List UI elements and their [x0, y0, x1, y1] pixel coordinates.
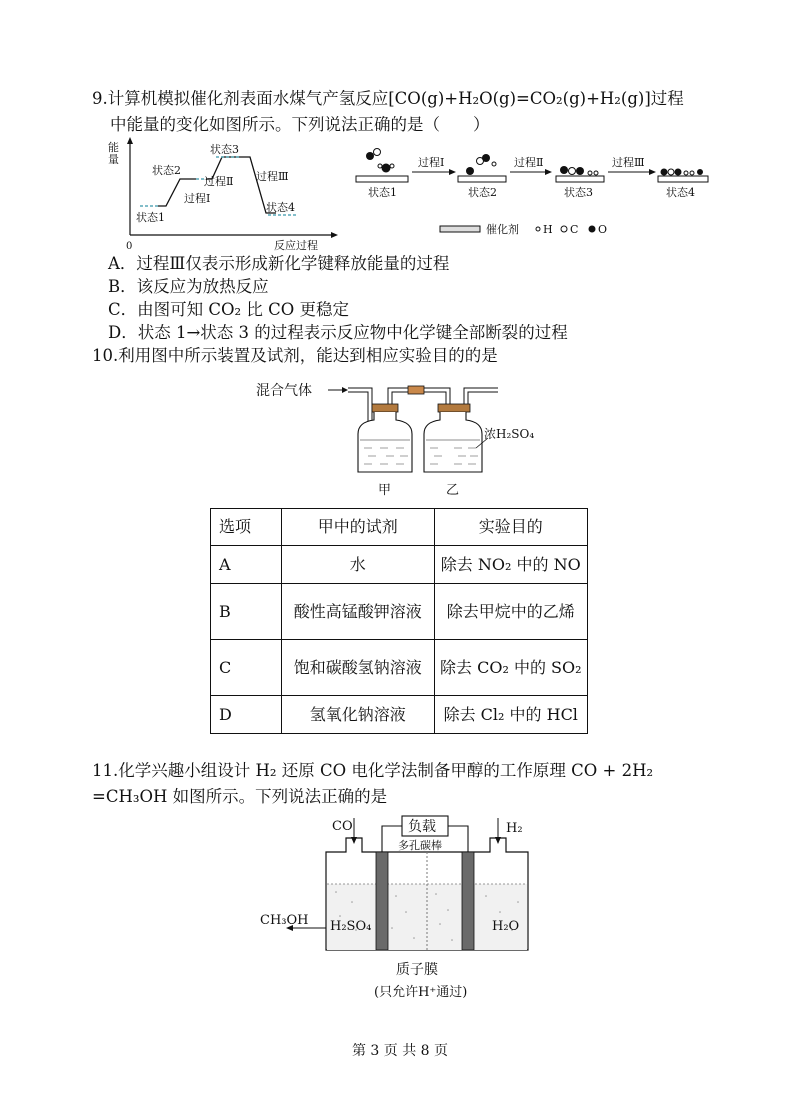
gas-washing-apparatus: [250, 376, 560, 500]
table-row: [211, 546, 588, 584]
model-process3: 过程Ⅲ: [612, 156, 645, 169]
th-option: 选项: [211, 509, 282, 546]
model-state1: 状态1: [368, 186, 397, 199]
label-state2: 状态2: [152, 164, 181, 177]
model-process2: 过程Ⅱ: [514, 156, 544, 169]
th-reagent: 甲中的试剂: [281, 509, 434, 546]
row-d-option: D: [211, 696, 282, 734]
row-c-goal: 除去 CO₂ 中的 SO₂: [434, 640, 587, 696]
row-b-reagent: 酸性高锰酸钾溶液: [281, 584, 434, 640]
model-state2: 状态2: [468, 186, 497, 199]
legend-o-dot: [589, 226, 596, 233]
state2-o2: [482, 154, 490, 162]
energy-diagram: [100, 135, 340, 253]
label-state3: 状态3: [210, 143, 239, 156]
row-a-option: A: [211, 546, 282, 584]
catalyst-model-diagram: [352, 146, 714, 246]
q9-option-b: B．该反应为放热反应: [108, 277, 269, 296]
row-a-reagent: 水: [281, 546, 434, 584]
th-goal: 实验目的: [434, 509, 587, 546]
arrow-head-2: [545, 169, 552, 175]
acid-label: 浓H₂SO₄: [484, 427, 535, 441]
gas-label: 混合气体: [256, 383, 312, 399]
q11-stem: [92, 758, 732, 810]
rubber-joint: [408, 386, 424, 394]
catalyst-bar-3: [556, 176, 604, 182]
catalyst-bar-2: [458, 176, 506, 182]
q11-line1: 11.化学兴趣小组设计 H₂ 还原 CO 电化学法制备甲醇的工作原理 CO + 2H₂: [92, 761, 654, 780]
page-footer: 第 3 页 共 8 页: [351, 1043, 449, 1059]
legend-o: O: [598, 223, 608, 236]
label-state1: 状态1: [136, 211, 165, 224]
load-label: 负载: [408, 819, 436, 835]
q9-line2: 中能量的变化如图所示。下列说法正确的是（ ）: [110, 115, 490, 134]
legend-h-dot: [536, 227, 540, 231]
table-row: [211, 696, 588, 734]
state4-o3: [697, 169, 703, 175]
membrane-label: 质子膜: [396, 962, 438, 978]
methanol-label: CH₃OH: [260, 913, 309, 928]
molecule-co-c: [374, 149, 381, 156]
state2-h: [492, 162, 496, 166]
right-solution-label: H₂O: [492, 919, 520, 934]
row-b-option: B: [211, 584, 282, 640]
state3-o2: [576, 167, 584, 175]
row-a-goal: 除去 NO₂ 中的 NO: [434, 546, 587, 584]
q9-stem: [92, 86, 732, 138]
q9-option-a: A．过程Ⅲ仅表示形成新化学键释放能量的过程: [108, 254, 450, 273]
row-c-reagent: 饱和碳酸氢钠溶液: [281, 640, 434, 696]
label-process2: 过程Ⅱ: [204, 175, 234, 188]
state4-o2: [675, 169, 682, 176]
co-label: CO: [332, 819, 353, 834]
model-process1: 过程Ⅰ: [418, 156, 445, 169]
row-d-reagent: 氢氧化钠溶液: [281, 696, 434, 734]
y-label-2: 量: [108, 153, 119, 166]
arrow-head-1: [449, 169, 456, 175]
bottle-jia-label: 甲: [378, 483, 392, 498]
molecule-h2o-h2: [390, 164, 394, 168]
state4-h1: [684, 171, 688, 175]
x-axis-arrow: [331, 232, 338, 238]
state2-o: [466, 167, 474, 175]
legend-c-dot: [561, 226, 567, 232]
state3-h2: [594, 171, 598, 175]
q9-option-d: D．状态 1→状态 3 的过程表示反应物中化学键全部断裂的过程: [108, 323, 568, 342]
q10-title: 10.利用图中所示装置及试剂，能达到相应实验目的的是: [92, 346, 498, 365]
row-b-goal: 除去甲烷中的乙烯: [434, 584, 587, 640]
membrane-note: (只允许H⁺通过): [374, 985, 468, 1000]
state3-o1: [560, 166, 568, 174]
y-label-1: 能: [108, 141, 119, 154]
state4-o1: [661, 169, 668, 176]
state3-h1: [588, 171, 592, 175]
legend-h: H: [543, 223, 553, 236]
catalyst-bar-1: [356, 176, 408, 182]
right-electrode: [462, 852, 474, 950]
left-solution-label: H₂SO₄: [330, 919, 372, 934]
bottle-yi: [424, 412, 482, 472]
arrow-head-3: [649, 169, 656, 175]
h2-label: H₂: [506, 821, 523, 836]
model-state3: 状态3: [564, 186, 593, 199]
model-state4: 状态4: [666, 186, 695, 199]
q10-table: [210, 508, 588, 734]
origin-label: 0: [126, 241, 133, 252]
molecule-h2o-h1: [378, 164, 382, 168]
electrochemical-cell: [256, 812, 556, 1012]
left-electrode: [376, 852, 388, 950]
label-state4: 状态4: [266, 201, 295, 214]
legend-catalyst-swatch: [440, 226, 480, 232]
q9-line1: 9.计算机模拟催化剂表面水煤气产氢反应[CO(g)+H₂O(g)=CO₂(g)+H₂(g)]过程: [92, 89, 684, 108]
bottle-jia: [358, 412, 412, 472]
bottle-yi-label: 乙: [446, 483, 460, 498]
table-row: [211, 640, 588, 696]
q11-line2: =CH₃OH 如图所示。下列说法正确的是: [92, 787, 388, 806]
label-process3: 过程Ⅲ: [256, 170, 289, 183]
catalyst-bar-4: [658, 176, 708, 182]
row-d-goal: 除去 Cl₂ 中的 HCl: [434, 696, 587, 734]
row-c-option: C: [211, 640, 282, 696]
molecule-h2o-o: [382, 164, 391, 173]
state4-c: [668, 169, 674, 175]
electrode-label: 多孔碳棒: [398, 839, 442, 852]
molecule-co-o: [366, 152, 374, 160]
legend-c: C: [570, 223, 579, 236]
legend-catalyst: 催化剂: [486, 223, 519, 236]
state4-h2: [690, 171, 694, 175]
table-row: [211, 584, 588, 640]
state3-c: [569, 168, 576, 175]
outlet-tube: [464, 388, 498, 406]
q9-option-c: C．由图可知 CO₂ 比 CO 更稳定: [108, 300, 350, 319]
label-process1: 过程Ⅰ: [184, 192, 211, 205]
stopper-jia: [372, 404, 398, 412]
x-label: 反应过程: [274, 239, 318, 252]
stopper-yi: [438, 404, 470, 412]
gas-arrow-head: [342, 387, 348, 393]
y-axis-arrow: [127, 137, 133, 144]
table-header-row: [211, 509, 588, 546]
